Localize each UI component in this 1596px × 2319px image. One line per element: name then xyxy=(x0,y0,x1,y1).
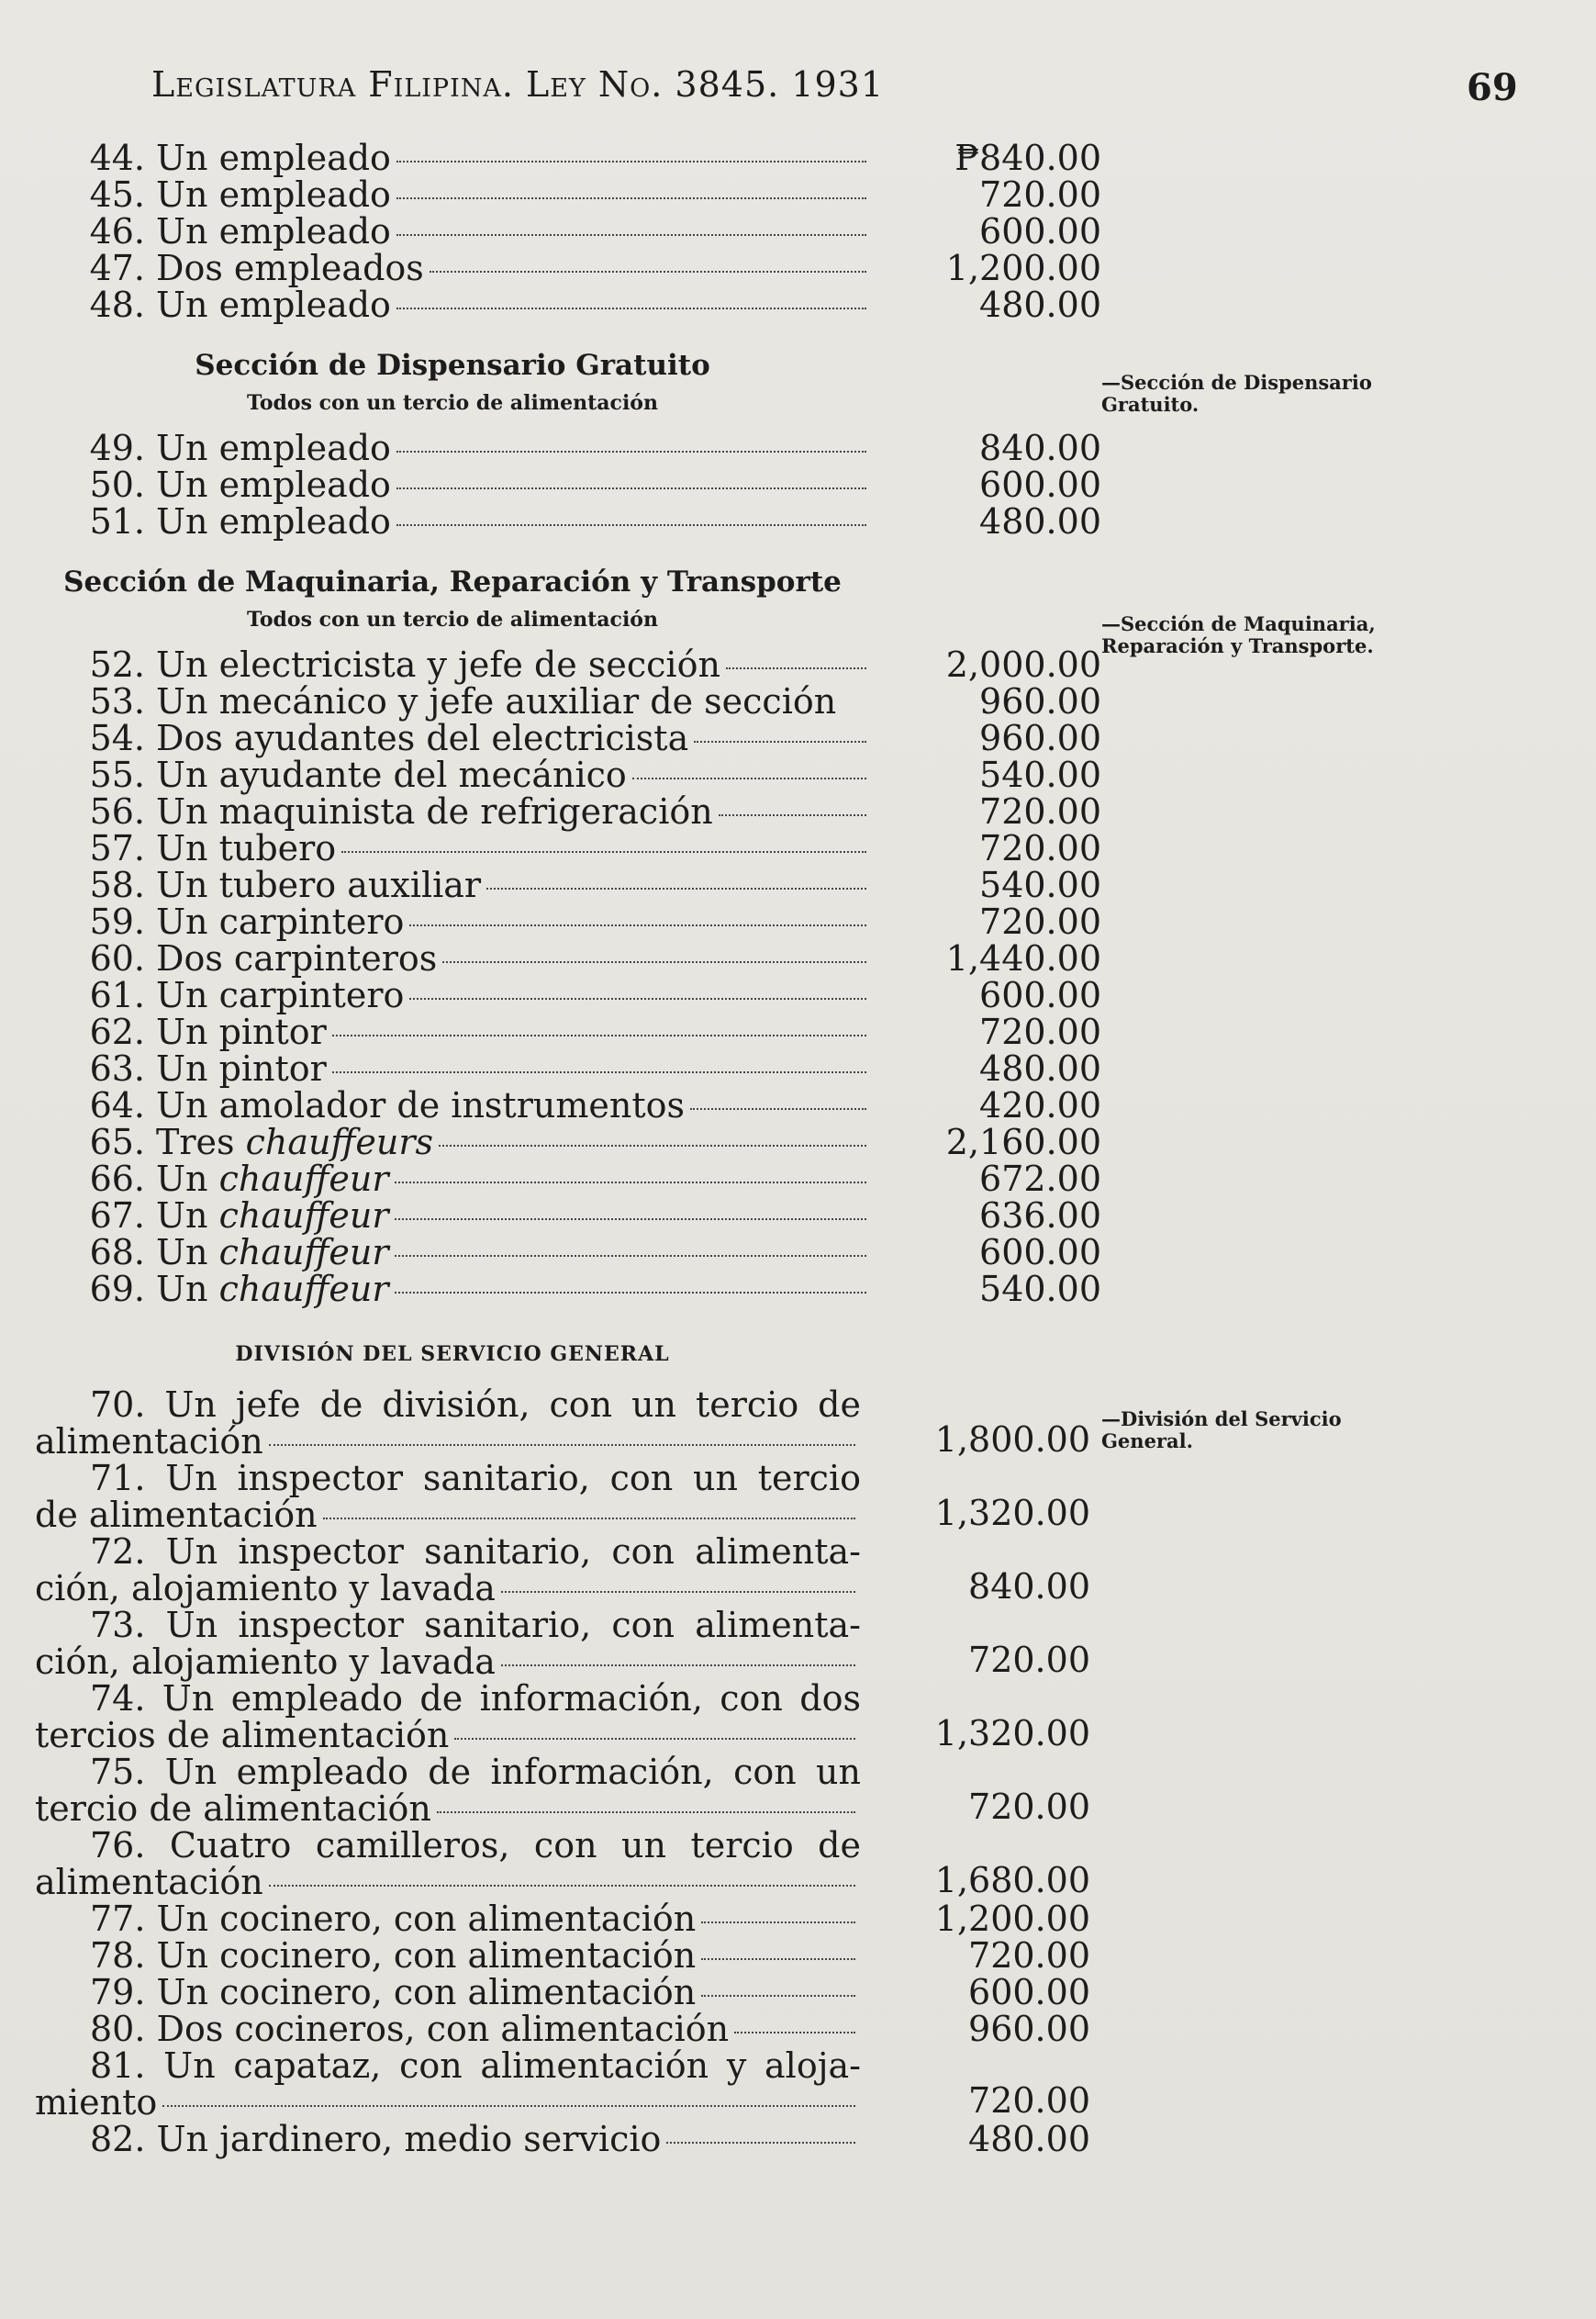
item-text-italic: chauffeur xyxy=(218,1159,389,1199)
leader-dots xyxy=(409,924,866,926)
item-text: Un amolador de instrumentos xyxy=(156,1085,685,1126)
item-number: 44. xyxy=(89,138,145,178)
list-item xyxy=(35,138,1101,178)
item-text: Un empleado xyxy=(156,285,391,325)
division-title-servicio-general: DIVISIÓN DEL SERVICIO GENERAL xyxy=(235,1342,670,1366)
leader-dots xyxy=(430,271,866,273)
list-item xyxy=(35,902,1101,942)
item-amount: 720.00 xyxy=(968,2080,1090,2121)
list-item xyxy=(35,865,1101,905)
list-item xyxy=(35,1972,1090,2012)
list-item xyxy=(35,1159,1101,1199)
item-amount: 960.00 xyxy=(979,681,1101,722)
item-number: 62. xyxy=(89,1012,145,1052)
leader-dots xyxy=(486,888,866,890)
item-text: 82. Un jardinero, medio servicio xyxy=(90,2119,662,2159)
item-number: 67. xyxy=(89,1195,145,1236)
list-item xyxy=(35,285,1101,325)
item-text-line2: miento xyxy=(35,2082,158,2123)
list-item xyxy=(35,1531,1090,1608)
item-text: Un empleado xyxy=(156,174,391,215)
item-text-line1: 75. Un empleado de información, con un xyxy=(90,1752,861,1792)
item-text: Un empleado xyxy=(156,138,391,178)
leader-dots xyxy=(396,161,866,162)
item-text: Un xyxy=(156,1195,208,1236)
item-amount: 720.00 xyxy=(979,174,1101,215)
leader-dots xyxy=(269,1885,855,1887)
leader-dots xyxy=(501,1664,855,1666)
item-amount: 600.00 xyxy=(968,1972,1090,2012)
list-item xyxy=(35,1122,1101,1162)
leader-dots xyxy=(395,1292,866,1294)
item-number: 69. xyxy=(89,1269,145,1309)
item-text-italic: chauffeurs xyxy=(245,1122,434,1162)
item-amount: 600.00 xyxy=(979,1232,1101,1272)
leader-dots xyxy=(396,487,866,489)
item-number: 57. xyxy=(89,828,145,868)
item-text-line2: de alimentación xyxy=(35,1495,318,1535)
list-item xyxy=(35,174,1101,215)
page-number: 69 xyxy=(1467,66,1518,109)
leader-dots xyxy=(269,1444,855,1446)
leader-dots xyxy=(409,998,866,1000)
item-text: Un carpintero xyxy=(156,902,405,942)
items-dispensario xyxy=(35,428,1101,542)
list-item xyxy=(35,1048,1101,1089)
item-number: 61. xyxy=(89,975,145,1015)
item-text: Un xyxy=(156,1232,208,1272)
item-amount: 1,200.00 xyxy=(934,1899,1090,1939)
leader-dots xyxy=(396,524,866,526)
item-text: Un xyxy=(156,1159,208,1199)
item-text: 78. Un cocinero, con alimentación xyxy=(90,1935,697,1976)
list-item xyxy=(35,1899,1090,1939)
list-item xyxy=(35,2119,1090,2159)
item-text-line1: 81. Un capataz, con alimentación y aloja- xyxy=(90,2045,861,2086)
leader-dots xyxy=(341,851,866,853)
running-header: Legislatura Filipina. Ley No. 3845. 1931 xyxy=(151,64,885,105)
section-subtitle-maquinaria: Todos con un tercio de alimentación xyxy=(247,608,658,632)
list-item xyxy=(35,828,1101,868)
item-number: 50. xyxy=(89,465,145,505)
leader-dots xyxy=(323,1518,855,1519)
list-item xyxy=(35,1269,1101,1309)
item-text-line1: 74. Un empleado de información, con dos xyxy=(90,1678,861,1719)
list-item xyxy=(35,938,1101,979)
leader-dots xyxy=(694,741,866,743)
item-text: Dos carpinteros xyxy=(156,938,438,979)
leader-dots xyxy=(395,1255,866,1257)
leader-dots xyxy=(396,197,866,199)
item-amount: 480.00 xyxy=(979,501,1101,542)
item-number: 58. xyxy=(89,865,145,905)
item-text: Un carpintero xyxy=(156,975,405,1015)
item-amount: 840.00 xyxy=(968,1566,1090,1607)
item-text-line2: tercio de alimentación xyxy=(35,1788,431,1829)
item-amount: 720.00 xyxy=(968,1935,1090,1976)
item-amount: 960.00 xyxy=(979,718,1101,758)
item-text: Dos ayudantes del electricista xyxy=(156,718,689,758)
leader-dots xyxy=(442,961,866,963)
item-text-italic: chauffeur xyxy=(218,1195,389,1236)
leader-dots xyxy=(437,1811,855,1813)
list-item xyxy=(35,2009,1090,2049)
leader-dots xyxy=(332,1071,866,1073)
item-amount: 672.00 xyxy=(979,1159,1101,1199)
item-amount: 1,320.00 xyxy=(934,1493,1090,1533)
item-text: 80. Dos cocineros, con alimentación xyxy=(90,2009,730,2049)
item-amount: 480.00 xyxy=(979,285,1101,325)
item-text: Un pintor xyxy=(156,1012,327,1052)
list-item xyxy=(35,1195,1101,1236)
item-number: 60. xyxy=(89,938,145,979)
list-item xyxy=(35,1384,1090,1462)
item-amount: 420.00 xyxy=(979,1085,1101,1126)
list-item xyxy=(35,1752,1090,1829)
item-number: 51. xyxy=(89,501,145,542)
item-number: 59. xyxy=(89,902,145,942)
item-text: 77. Un cocinero, con alimentación xyxy=(90,1899,697,1939)
item-amount: 600.00 xyxy=(979,465,1101,505)
leader-dots xyxy=(396,308,866,309)
item-amount: 720.00 xyxy=(968,1787,1090,1827)
list-item xyxy=(35,1678,1090,1755)
item-amount: ₱840.00 xyxy=(954,138,1101,178)
item-text-italic: chauffeur xyxy=(218,1269,389,1309)
item-text: Un empleado xyxy=(156,501,391,542)
item-amount: 1,440.00 xyxy=(945,938,1101,979)
leader-dots xyxy=(701,1995,855,1997)
item-number: 65. xyxy=(89,1122,145,1162)
item-amount: 540.00 xyxy=(979,755,1101,795)
section-subtitle-dispensario: Todos con un tercio de alimentación xyxy=(247,391,658,415)
item-text: Un pintor xyxy=(156,1048,327,1089)
item-amount: 720.00 xyxy=(979,828,1101,868)
item-number: 45. xyxy=(89,174,145,215)
leader-dots xyxy=(454,1738,855,1740)
item-text: Un ayudante del mecánico xyxy=(156,755,627,795)
item-amount: 1,800.00 xyxy=(934,1419,1090,1460)
item-number: 54. xyxy=(89,718,145,758)
leader-dots xyxy=(162,2105,855,2107)
item-amount: 720.00 xyxy=(979,791,1101,832)
list-item xyxy=(35,755,1101,795)
item-text: Un tubero auxiliar xyxy=(156,865,482,905)
item-number: 56. xyxy=(89,791,145,832)
list-item xyxy=(35,2045,1090,2123)
list-item xyxy=(35,718,1101,758)
item-amount: 720.00 xyxy=(979,902,1101,942)
leader-dots xyxy=(395,1182,866,1183)
item-text-line1: 72. Un inspector sanitario, con alimenta- xyxy=(90,1531,861,1572)
item-text: Tres xyxy=(156,1122,235,1162)
item-number: 52. xyxy=(89,644,145,685)
item-amount: 540.00 xyxy=(979,865,1101,905)
item-number: 64. xyxy=(89,1085,145,1126)
item-text: Un empleado xyxy=(156,465,391,505)
item-amount: 840.00 xyxy=(979,428,1101,468)
item-text: Un empleado xyxy=(156,211,391,252)
list-item xyxy=(35,248,1101,288)
item-text-line1: 76. Cuatro camilleros, con un tercio de xyxy=(90,1825,861,1865)
item-text-line1: 71. Un inspector sanitario, con un tercio xyxy=(90,1458,861,1498)
item-number: 55. xyxy=(89,755,145,795)
item-amount: 1,320.00 xyxy=(934,1713,1090,1753)
item-amount: 960.00 xyxy=(968,2009,1090,2049)
item-amount: 600.00 xyxy=(979,211,1101,252)
item-number: 49. xyxy=(89,428,145,468)
item-text-line2: ción, alojamiento y lavada xyxy=(35,1641,496,1682)
leader-dots xyxy=(690,1108,866,1110)
margin-note-dispensario: —Sección de Dispensario Gratuito. xyxy=(1101,371,1372,416)
item-amount: 2,000.00 xyxy=(945,644,1101,685)
leader-dots xyxy=(395,1218,866,1220)
leader-dots xyxy=(719,814,866,816)
item-text-line2: tercios de alimentación xyxy=(35,1715,450,1755)
item-text-line1: 73. Un inspector sanitario, con alimenta- xyxy=(90,1605,861,1645)
document-body xyxy=(35,138,1101,2159)
list-item xyxy=(35,975,1101,1015)
item-number: 48. xyxy=(89,285,145,325)
leader-dots xyxy=(396,234,866,236)
item-amount: 540.00 xyxy=(979,1269,1101,1309)
items-maquinaria xyxy=(35,644,1101,1309)
item-amount: 1,680.00 xyxy=(934,1860,1090,1900)
item-amount: 720.00 xyxy=(979,1012,1101,1052)
item-amount: 1,200.00 xyxy=(945,248,1101,288)
section-title-dispensario: Sección de Dispensario Gratuito xyxy=(195,349,710,382)
leader-dots xyxy=(726,667,866,669)
section-title-maquinaria: Sección de Maquinaria, Reparación y Transporte xyxy=(63,566,842,599)
item-text-italic: chauffeur xyxy=(218,1232,389,1272)
item-number: 46. xyxy=(89,211,145,252)
item-amount: 480.00 xyxy=(968,2119,1090,2159)
list-item xyxy=(35,501,1101,542)
list-item xyxy=(35,211,1101,252)
items-top xyxy=(35,138,1101,325)
item-number: 66. xyxy=(89,1159,145,1199)
item-text-line2: alimentación xyxy=(35,1421,263,1462)
leader-dots xyxy=(632,778,866,779)
item-number: 47. xyxy=(89,248,145,288)
item-text: Un electricista y jefe de sección xyxy=(156,644,720,685)
item-text: Un maquinista de refrigeración xyxy=(156,791,713,832)
list-item xyxy=(35,1085,1101,1126)
leader-dots xyxy=(332,1035,866,1036)
leader-dots xyxy=(396,451,866,453)
item-amount: 2,160.00 xyxy=(945,1122,1101,1162)
margin-note-servicio-general: —División del Servicio General. xyxy=(1101,1407,1342,1452)
list-item xyxy=(35,1232,1101,1272)
item-number: 53. xyxy=(89,681,145,722)
item-text-line2: ción, alojamiento y lavada xyxy=(35,1568,496,1608)
item-amount: 480.00 xyxy=(979,1048,1101,1089)
item-text: Un tubero xyxy=(156,828,337,868)
item-text: Un mecánico y jefe auxiliar de sección xyxy=(156,681,837,722)
item-number: 68. xyxy=(89,1232,145,1272)
leader-dots xyxy=(501,1591,855,1593)
list-item xyxy=(35,465,1101,505)
leader-dots xyxy=(666,2142,855,2144)
list-item xyxy=(35,644,1101,685)
item-number: 63. xyxy=(89,1048,145,1089)
item-text: 79. Un cocinero, con alimentación xyxy=(90,1972,697,2012)
item-text: Dos empleados xyxy=(156,248,424,288)
item-amount: 720.00 xyxy=(968,1640,1090,1680)
list-item xyxy=(35,1935,1090,1976)
list-item xyxy=(35,1825,1090,1902)
list-item xyxy=(35,1012,1101,1052)
item-text-line1: 70. Un jefe de división, con un tercio de xyxy=(90,1384,861,1425)
list-item xyxy=(35,1458,1090,1535)
item-text-line2: alimentación xyxy=(35,1862,263,1902)
item-text: Un empleado xyxy=(156,428,391,468)
items-servicio-general xyxy=(35,1384,1090,2159)
list-item xyxy=(35,428,1101,468)
list-item xyxy=(35,791,1101,832)
list-item xyxy=(35,681,1101,722)
item-amount: 636.00 xyxy=(979,1195,1101,1236)
list-item xyxy=(35,1605,1090,1682)
leader-dots xyxy=(439,1145,866,1147)
item-text: Un xyxy=(156,1269,208,1309)
item-amount: 600.00 xyxy=(979,975,1101,1015)
leader-dots xyxy=(734,2032,855,2033)
margin-note-maquinaria: —Sección de Maquinaria, Reparación y Transporte. xyxy=(1101,612,1376,657)
leader-dots xyxy=(701,1921,855,1923)
leader-dots xyxy=(701,1958,855,1960)
